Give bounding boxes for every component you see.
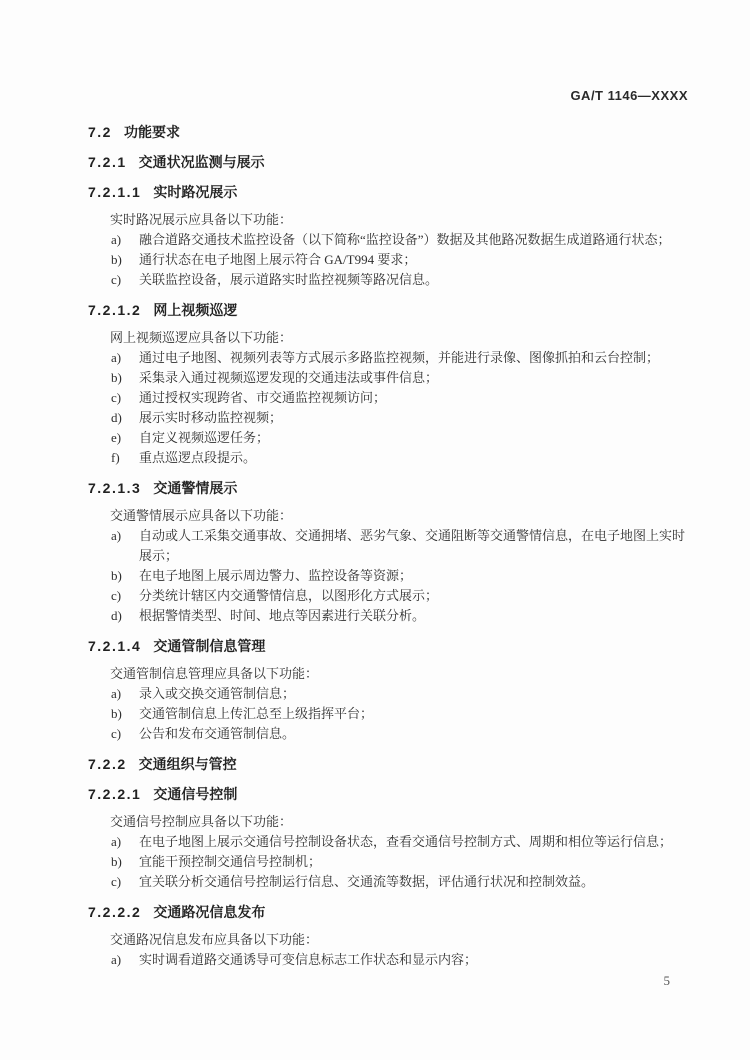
list-item-label: b) <box>111 568 122 583</box>
list-item-text: 在电子地图上展示交通信号控制设备状态，查看交通信号控制方式、周期和相位等运行信息； <box>139 834 673 849</box>
list-item-label: d) <box>111 608 122 623</box>
heading-number: 7.2.1 <box>88 154 127 170</box>
requirement-list <box>111 526 688 626</box>
heading-title: 交通路况信息发布 <box>153 904 266 920</box>
list-item-label: c) <box>111 726 122 741</box>
section-7-2-1-1 <box>88 182 688 290</box>
heading-title: 网上视频巡逻 <box>153 302 238 318</box>
section-heading <box>88 784 688 804</box>
list-item-text: 融合道路交通技术监控设备（以下简称“监控设备”）数据及其他路况数据生成道路通行状态； <box>139 232 671 247</box>
list-item-label: c) <box>111 390 122 405</box>
list-item <box>111 586 688 606</box>
list-item <box>111 368 688 388</box>
list-item-label: b) <box>111 706 122 721</box>
list-item <box>111 606 688 626</box>
heading-number: 7.2.1.3 <box>88 480 142 496</box>
list-item-text: 通过电子地图、视频列表等方式展示多路监控视频，并能进行录像、图像抓拍和云台控制； <box>139 350 660 365</box>
list-item-label: a) <box>111 350 122 365</box>
requirement-list <box>111 684 688 744</box>
section-intro: 交通管制信息管理应具备以下功能： <box>110 666 319 681</box>
section-7-2-1-2 <box>88 300 688 468</box>
heading-title: 交通警情展示 <box>153 480 238 496</box>
list-item-label: a) <box>111 952 122 967</box>
list-item-text: 展示实时移动监控视频； <box>139 410 283 425</box>
heading-number: 7.2.2 <box>88 756 127 772</box>
heading-title: 实时路况展示 <box>153 184 238 200</box>
list-item-text: 根据警情类型、时间、地点等因素进行关联分析。 <box>139 608 426 623</box>
heading-title: 交通组织与管控 <box>138 756 237 772</box>
list-item <box>111 872 688 892</box>
list-item-label: b) <box>111 252 122 267</box>
heading-number: 7.2 <box>88 124 112 140</box>
list-item-label: c) <box>111 874 122 889</box>
section-intro: 网上视频巡逻应具备以下功能： <box>110 330 293 345</box>
list-item <box>111 704 688 724</box>
list-item-label: f) <box>111 450 120 465</box>
list-item-text: 宜关联分析交通信号控制运行信息、交通流等数据，评估通行状况和控制效益。 <box>139 874 595 889</box>
heading-7-2-2 <box>88 754 688 774</box>
heading-title: 交通信号控制 <box>153 786 238 802</box>
heading-7-2 <box>88 122 688 142</box>
list-item-text: 重点巡逻点段提示。 <box>139 450 257 465</box>
section-heading <box>88 182 688 202</box>
section-intro: 交通路况信息发布应具备以下功能： <box>110 932 319 947</box>
section-heading <box>88 300 688 320</box>
list-item-label: a) <box>111 528 122 543</box>
heading-number: 7.2.2.2 <box>88 904 142 920</box>
list-item <box>111 684 688 704</box>
requirement-list <box>111 950 688 970</box>
standard-number: GA/T 1146—XXXX <box>570 88 688 103</box>
requirement-list <box>111 348 688 468</box>
requirement-list <box>111 832 688 892</box>
list-item-label: c) <box>111 272 122 287</box>
requirement-list <box>111 230 688 290</box>
list-item <box>111 448 688 468</box>
list-item-text: 在电子地图上展示周边警力、监控设备等资源； <box>139 568 413 583</box>
list-item <box>111 408 688 428</box>
heading-number: 7.2.2.1 <box>88 786 142 802</box>
heading-number: 7.2.1.1 <box>88 184 142 200</box>
section-7-2-1-4 <box>88 636 688 744</box>
heading-number: 7.2.1.2 <box>88 302 142 318</box>
section-heading <box>88 636 688 656</box>
list-item-text: 通过授权实现跨省、市交通监控视频访问； <box>139 390 387 405</box>
page-header <box>88 88 688 104</box>
heading-title: 交通管制信息管理 <box>153 638 266 654</box>
list-item <box>111 388 688 408</box>
list-item <box>111 950 688 970</box>
list-item-label: e) <box>111 430 122 445</box>
list-item-label: c) <box>111 588 122 603</box>
list-item-label: a) <box>111 232 122 247</box>
list-item <box>111 724 688 744</box>
list-item <box>111 348 688 368</box>
section-intro: 实时路况展示应具备以下功能： <box>110 212 293 227</box>
section-intro: 交通警情展示应具备以下功能： <box>110 508 293 523</box>
heading-7-2-1 <box>88 152 688 172</box>
list-item-text: 通行状态在电子地图上展示符合 GA/T994 要求； <box>139 252 417 267</box>
list-item-text: 自定义视频巡逻任务； <box>139 430 270 445</box>
section-heading <box>88 902 688 922</box>
list-item <box>111 428 688 448</box>
section-7-2-2-2 <box>88 902 688 970</box>
heading-title: 交通状况监测与展示 <box>138 154 265 170</box>
list-item-label: b) <box>111 854 122 869</box>
list-item-text: 自动或人工采集交通事故、交通拥堵、恶劣气象、交通阻断等交通警情信息，在电子地图上实时展示； <box>139 528 686 563</box>
section-intro: 交通信号控制应具备以下功能： <box>110 814 293 829</box>
heading-title: 功能要求 <box>123 124 180 140</box>
list-item-text: 录入或交换交通管制信息； <box>139 686 296 701</box>
list-item <box>111 250 688 270</box>
list-item <box>111 230 688 250</box>
section-heading <box>88 478 688 498</box>
list-item-label: a) <box>111 686 122 701</box>
list-item-text: 交通管制信息上传汇总至上级指挥平台； <box>139 706 374 721</box>
list-item <box>111 566 688 586</box>
list-item <box>111 852 688 872</box>
list-item-label: d) <box>111 410 122 425</box>
list-item-text: 分类统计辖区内交通警情信息，以图形化方式展示； <box>139 588 439 603</box>
section-7-2-2-1 <box>88 784 688 892</box>
list-item <box>111 526 688 566</box>
list-item <box>111 832 688 852</box>
heading-number: 7.2.1.4 <box>88 638 142 654</box>
list-item <box>111 270 688 290</box>
list-item-text: 宜能干预控制交通信号控制机； <box>139 854 322 869</box>
list-item-text: 采集录入通过视频巡逻发现的交通违法或事件信息； <box>139 370 439 385</box>
section-7-2-1-3 <box>88 478 688 626</box>
list-item-text: 关联监控设备，展示道路实时监控视频等路况信息。 <box>139 272 439 287</box>
page-number: 5 <box>663 973 670 988</box>
list-item-label: a) <box>111 834 122 849</box>
list-item-label: b) <box>111 370 122 385</box>
list-item-text: 实时调看道路交通诱导可变信息标志工作状态和显示内容； <box>139 952 478 967</box>
list-item-text: 公告和发布交通管制信息。 <box>139 726 296 741</box>
